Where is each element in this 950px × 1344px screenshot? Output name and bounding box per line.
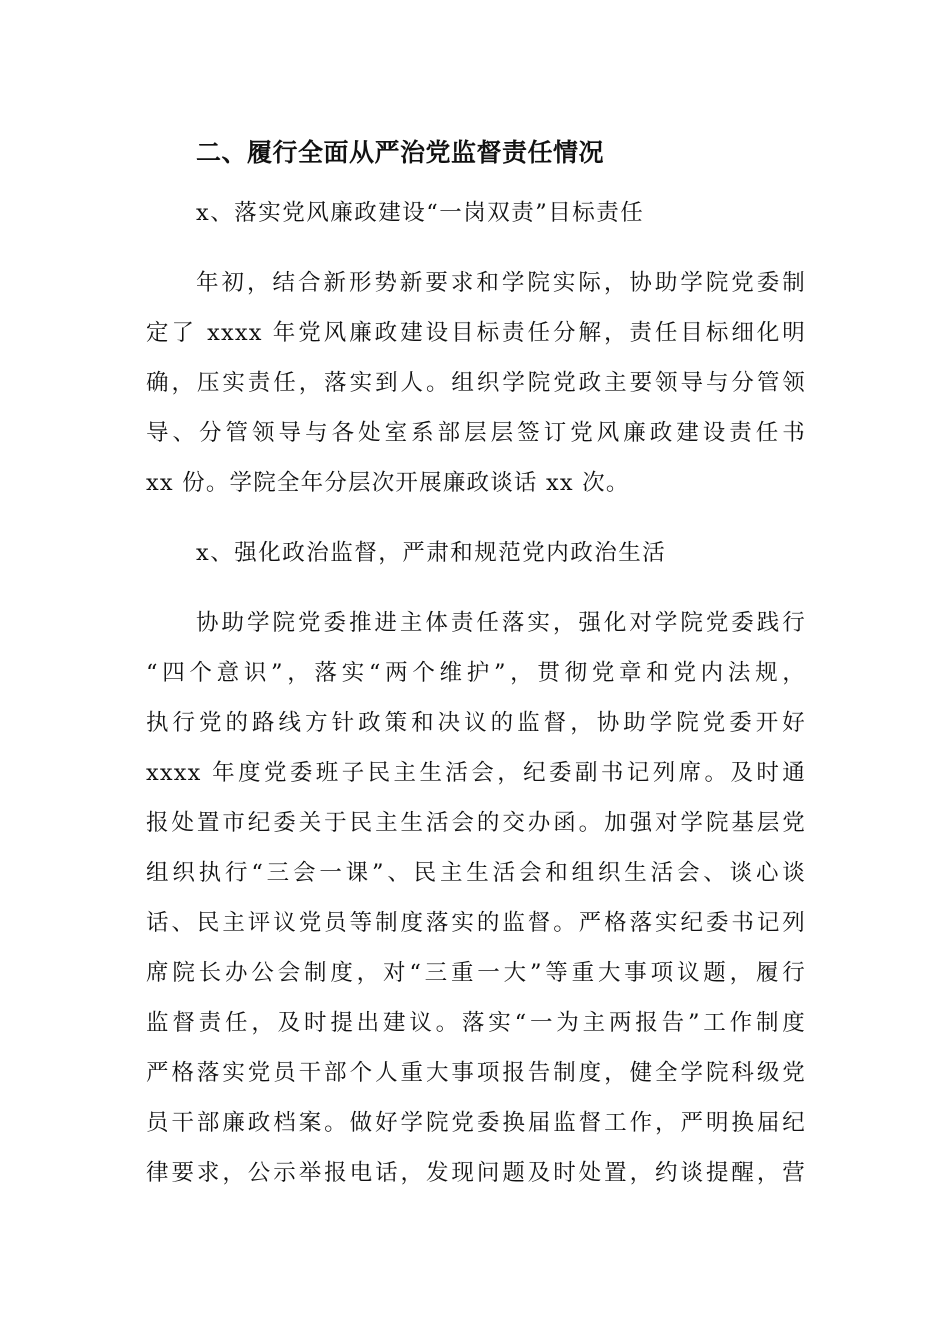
paragraph-line: 导、分管领导与各处室系部层层签订党风廉政建设责任书 [146, 420, 806, 446]
paragraph-line: 定了 xxxx 年党风廉政建设目标责任分解，责任目标细化明 [146, 320, 806, 346]
paragraph-line: xx 份。学院全年分层次开展廉政谈话 xx 次。 [146, 470, 630, 496]
paragraph-line: 协助学院党委推进主体责任落实，强化对学院党委践行 [196, 610, 806, 636]
subsection-heading: x、落实党风廉政建设“一岗双责”目标责任 [196, 200, 645, 226]
paragraph [146, 258, 806, 508]
paragraph-line: 严格落实党员干部个人重大事项报告制度，健全学院科级党 [146, 1060, 806, 1086]
paragraph-line: 律要求，公示举报电话，发现问题及时处置，约谈提醒，营 [146, 1160, 806, 1186]
paragraph-line: 组织执行“三会一课”、民主生活会和组织生活会、谈心谈 [146, 860, 806, 886]
subsection-1 [146, 188, 806, 508]
paragraph-line: 员干部廉政档案。做好学院党委换届监督工作，严明换届纪 [146, 1110, 806, 1136]
section-title: 二、履行全面从严治党监督责任情况 [196, 138, 605, 167]
paragraph-line: 报处置市纪委关于民主生活会的交办函。加强对学院基层党 [146, 810, 806, 836]
paragraph-line: 监督责任，及时提出建议。落实“一为主两报告”工作制度 [146, 1010, 806, 1036]
paragraph-line: 席院长办公会制度，对“三重一大”等重大事项议题，履行 [146, 960, 806, 986]
paragraph-line: 执行党的路线方针政策和决议的监督，协助学院党委开好 [146, 710, 806, 736]
paragraph-line: xxxx 年度党委班子民主生活会，纪委副书记列席。及时通 [146, 760, 806, 786]
subsection-2 [146, 528, 806, 1198]
paragraph [146, 598, 806, 1198]
paragraph-line: 话、民主评议党员等制度落实的监督。严格落实纪委书记列 [146, 910, 806, 936]
paragraph-line: 年初，结合新形势新要求和学院实际，协助学院党委制 [196, 270, 806, 296]
document-body [146, 128, 806, 1218]
subsection-heading: x、强化政治监督，严肃和规范党内政治生活 [196, 540, 667, 566]
paragraph-line: “四个意识”，落实“两个维护”，贯彻党章和党内法规， [146, 660, 806, 686]
paragraph-line: 确，压实责任，落实到人。组织学院党政主要领导与分管领 [146, 370, 806, 396]
